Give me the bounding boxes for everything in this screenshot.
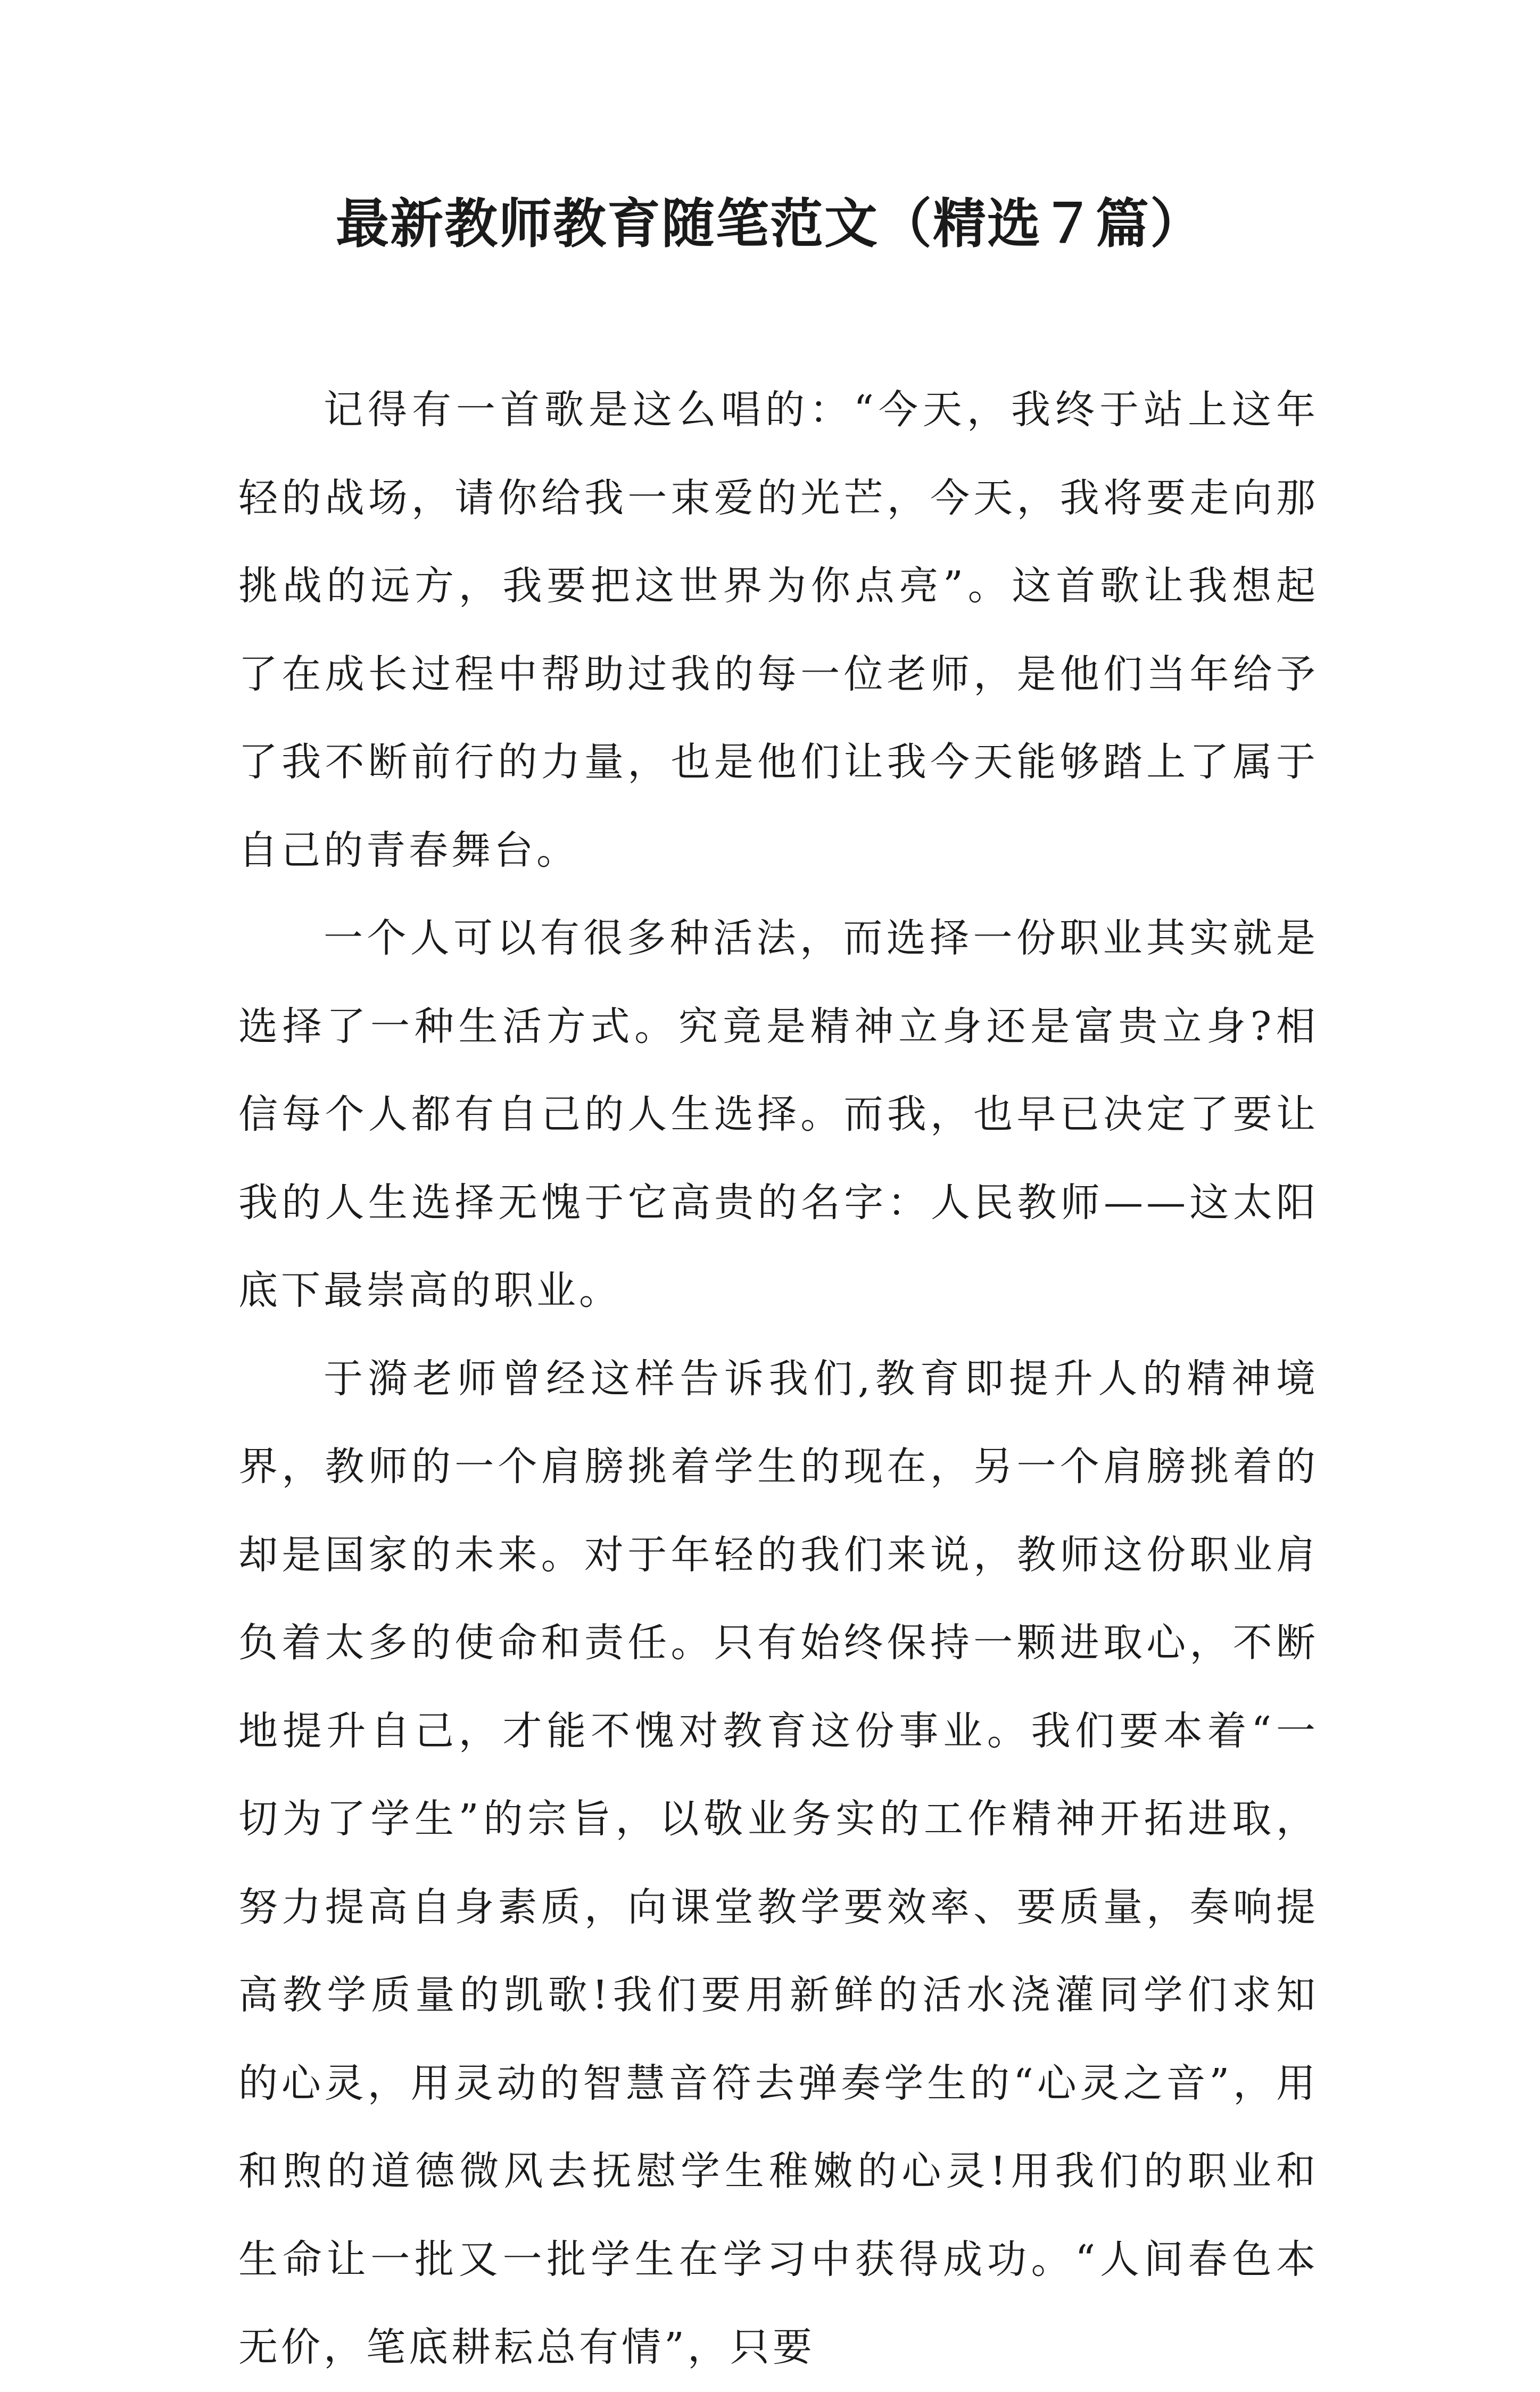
document-title: 最新教师教育随笔范文（精选７篇） xyxy=(336,192,1204,255)
document-body xyxy=(238,366,1319,2392)
paragraph: 一个人可以有很多种活法，而选择一份职业其实就是选择了一种生活方式。究竟是精神立身还是富贵立身?相信每个人都有自己的人生选择。而我，也早已决定了要让我的人生选择无愧于它高贵的名字：人民教师——这太阳底下最崇高的职业。 xyxy=(238,915,1319,1313)
paragraph: 于漪老师曾经这样告诉我们,教育即提升人的精神境界，教师的一个肩膀挑着学生的现在，另一个肩膀挑着的却是国家的未来。对于年轻的我们来说，教师这份职业肩负着太多的使命和责任。只有始终保持一颗进取心，不断地提升自己，才能不愧对教育这份事业。我们要本着“一切为了学生”的宗旨，以敬业务实的工作精神开拓进取，努力提高自身素质，向课堂教学要效率、要质量，奏响提高教学质量的凯歌!我们要用新鲜的活水浇灌同学们求知的心灵，用灵动的智慧音符去弹奏学生的“心灵之音”，用和煦的道德微风去抚慰学生稚嫩的心灵!用我们的职业和生命让一批又一批学生在学习中获得成功。“人间春色本无价，笔底耕耘总有情”，只要 xyxy=(238,1355,1319,2370)
paragraph: 记得有一首歌是这么唱的：“今天，我终于站上这年轻的战场，请你给我一束爱的光芒，今天，我将要走向那挑战的远方，我要把这世界为你点亮”。这首歌让我想起了在成长过程中帮助过我的每一位老师，是他们当年给予了我不断前行的力量，也是他们让我今天能够踏上了属于自己的青春舞台。 xyxy=(238,387,1319,873)
